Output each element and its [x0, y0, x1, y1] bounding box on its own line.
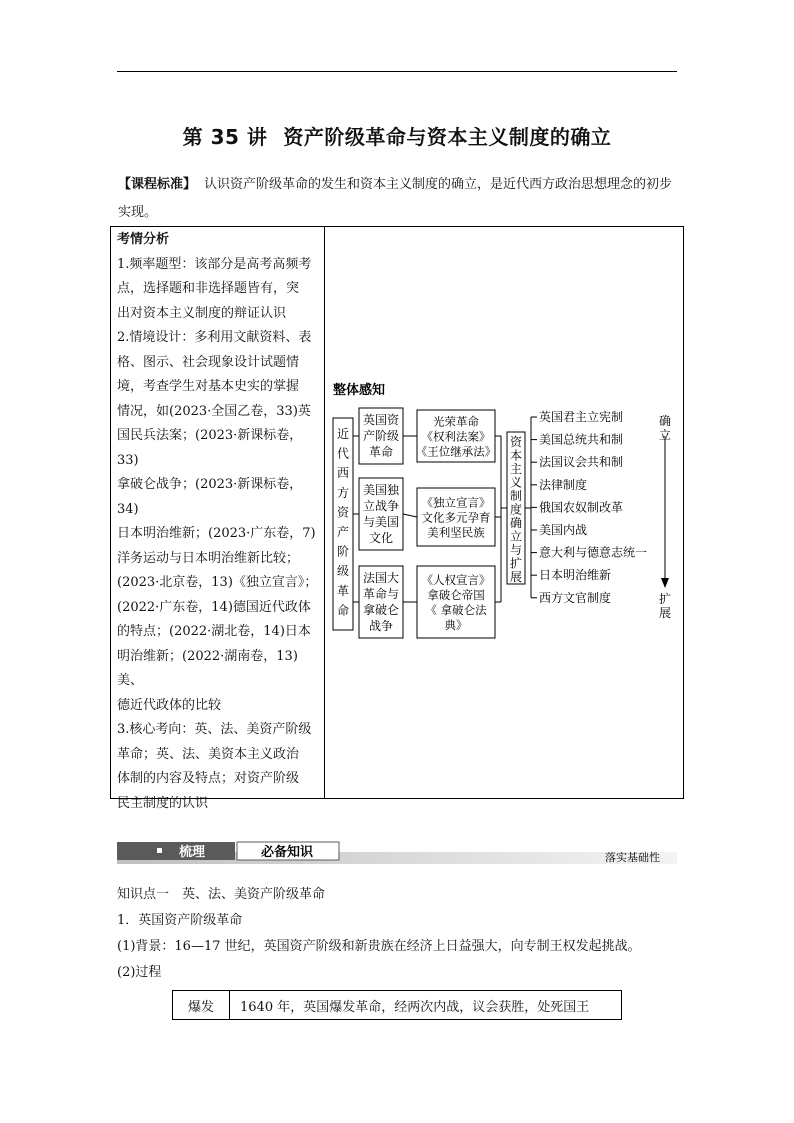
analysis-line: 出对资本主义制度的辩证认识 [117, 305, 287, 321]
analysis-line: 拿破仑战争；(2023·新课标卷，34) [117, 477, 303, 517]
system-items [525, 409, 647, 605]
center-char: 立 [509, 529, 523, 544]
analysis-line: 日本明治维新；(2023·广东卷，7) [117, 526, 316, 541]
center-char: 展 [509, 570, 523, 584]
arrow-bottom-1: 扩 [659, 592, 672, 606]
section-heading: 1．英国资产阶级革命 [117, 913, 243, 928]
system-item: 日本明治维新 [539, 568, 612, 583]
page-title [0, 121, 794, 150]
outcome-label: 《独立宣言》 [421, 495, 491, 510]
table-row [173, 991, 622, 1020]
center-char: 与 [509, 543, 523, 557]
root-char: 产 [336, 525, 350, 539]
table-cell-key: 爆发 [173, 991, 230, 1020]
root-label [337, 427, 350, 617]
center-char: 制 [509, 489, 523, 503]
outcome-label: 文化多元孕育 [421, 510, 491, 525]
system-item: 俄国农奴制改革 [539, 500, 624, 515]
revolution-label: 美国独 [362, 483, 400, 497]
course-standard-text: 认识资产阶级革命的发生和资本主义制度的确立，是近代西方政治思想理念的初步实现。 [118, 177, 673, 220]
revolution-label: 革命与 [362, 587, 400, 601]
system-item: 意大利与德意志统一 [539, 545, 648, 560]
analysis-line: 点，选择题和非选择题皆有，突 [117, 281, 300, 296]
exam-analysis-heading: 考情分析 [117, 232, 170, 247]
overview-diagram [325, 380, 683, 660]
outcome-label: 典》 [444, 618, 468, 632]
outcome-label: 《人权宣言》 [421, 573, 491, 587]
connector-line [403, 514, 417, 517]
revolution-label: 立战争 [362, 499, 400, 513]
center-label [510, 434, 523, 584]
root-char: 革 [336, 583, 350, 598]
background-paragraph: (1)背景：16—17 世纪，英国资产阶级和新贵族在经济上日益强大，向专制王权发起挑战。 [117, 939, 641, 954]
outcome-label: 拿破仑帝国 [427, 588, 485, 602]
center-char: 扩 [509, 556, 523, 571]
exam-analysis [117, 228, 320, 816]
revolution-label: 战争 [368, 619, 394, 633]
analysis-line: 国民兵法案；(2023·新课标卷，33) [117, 428, 303, 468]
root-char: 方 [336, 485, 350, 500]
lesson-number: 第 35 讲 [182, 125, 268, 149]
body-content [117, 882, 682, 986]
center-char: 义 [509, 475, 523, 490]
banner-right: 落实基础性 [605, 851, 660, 864]
outcome-label: 光荣革命 [433, 414, 479, 429]
arrow-top-2: 立 [659, 428, 672, 442]
root-bracket [353, 436, 355, 612]
root-char: 代 [336, 446, 350, 461]
analysis-line: 明治维新；(2022·湖南卷，13)美、 [117, 648, 298, 688]
analysis-line: 境，考查学生对基本史实的掌握 [117, 379, 300, 394]
revolution-label: 英国资 [362, 413, 400, 427]
analysis-line: 情况，如(2023·全国乙卷，33)英 [117, 403, 311, 419]
banner-tag: 梳理 [179, 845, 206, 860]
arrow-line [661, 436, 669, 588]
top-rule [117, 71, 677, 72]
center-char: 确 [509, 516, 523, 530]
system-item: 法律制度 [539, 477, 588, 492]
center-char: 度 [509, 502, 523, 517]
knowledge-point: 知识点一 英、法、美资产阶级革命 [117, 887, 326, 902]
center-char: 本 [509, 448, 523, 463]
analysis-line: 革命；英、法、美资本主义政治 [117, 746, 300, 762]
root-char: 西 [336, 466, 350, 481]
system-item: 美国总统共和制 [539, 432, 624, 447]
overview-heading: 整体感知 [333, 383, 386, 398]
arrow-top-1: 确 [659, 414, 672, 428]
root-char: 阶 [336, 544, 350, 559]
banner-label: 必备知识 [261, 845, 314, 860]
root-char: 级 [336, 564, 350, 579]
analysis-line: 的特点；(2022·湖北卷，14)日本 [117, 624, 311, 639]
lesson-title: 资产阶级革命与资本主义制度的确立 [283, 125, 612, 149]
system-item: 美国内战 [539, 523, 588, 537]
analysis-line: 民主制度的认识 [117, 795, 209, 811]
revolution-label: 与美国 [362, 515, 400, 529]
outcome-label: 《权利法案》 [421, 429, 491, 444]
revolution-label: 文化 [368, 531, 394, 545]
revolution-label: 革命 [368, 445, 394, 459]
process-table [172, 990, 622, 1020]
analysis-line: 3.核心考向：英、法、美资产阶级 [117, 722, 312, 737]
outcome-label: 美利坚民族 [427, 525, 485, 540]
analysis-line: (2022·广东卷，14)德国近代政体 [117, 599, 311, 615]
outcome-label: 《王位继承法》 [415, 444, 497, 459]
analysis-line: 格、图示、社会现象设计试题情 [117, 354, 300, 370]
revolution-label: 法国大 [362, 571, 400, 585]
revolution-label: 拿破仑 [362, 603, 400, 617]
analysis-line: (2023·北京卷，13)《独立宣言》； [117, 575, 318, 590]
analysis-line: 2.情境设计：多利用文献资料、表 [117, 330, 312, 345]
root-char: 资 [336, 505, 350, 520]
system-item: 法国议会共和制 [539, 455, 624, 470]
center-char: 资 [509, 435, 523, 449]
analysis-line: 洋务运动与日本明治维新比较； [117, 550, 300, 566]
course-standard-label: 【课程标准】 [118, 177, 197, 192]
revolution-label: 产阶级 [362, 429, 400, 443]
root-char: 近 [336, 427, 350, 441]
analysis-line: 德近代政体的比较 [117, 697, 222, 713]
table-cell-value: 1640 年，英国爆发革命，经两次内战，议会获胜，处死国王 [230, 991, 622, 1020]
section-banner [117, 840, 677, 864]
arrow-bottom-2: 展 [659, 606, 672, 620]
system-item: 西方文官制度 [539, 590, 612, 605]
outcome-label: 《 拿破仑法 [425, 603, 487, 617]
center-char: 主 [509, 462, 523, 476]
analysis-line: 1.频率题型：该部分是高考高频考 [117, 256, 312, 272]
process-heading: (2)过程 [117, 965, 162, 980]
course-standard [118, 171, 678, 227]
analysis-line: 体制的内容及特点；对资产阶级 [117, 771, 300, 786]
root-char: 命 [336, 603, 350, 618]
system-item: 英国君主立宪制 [539, 410, 624, 424]
